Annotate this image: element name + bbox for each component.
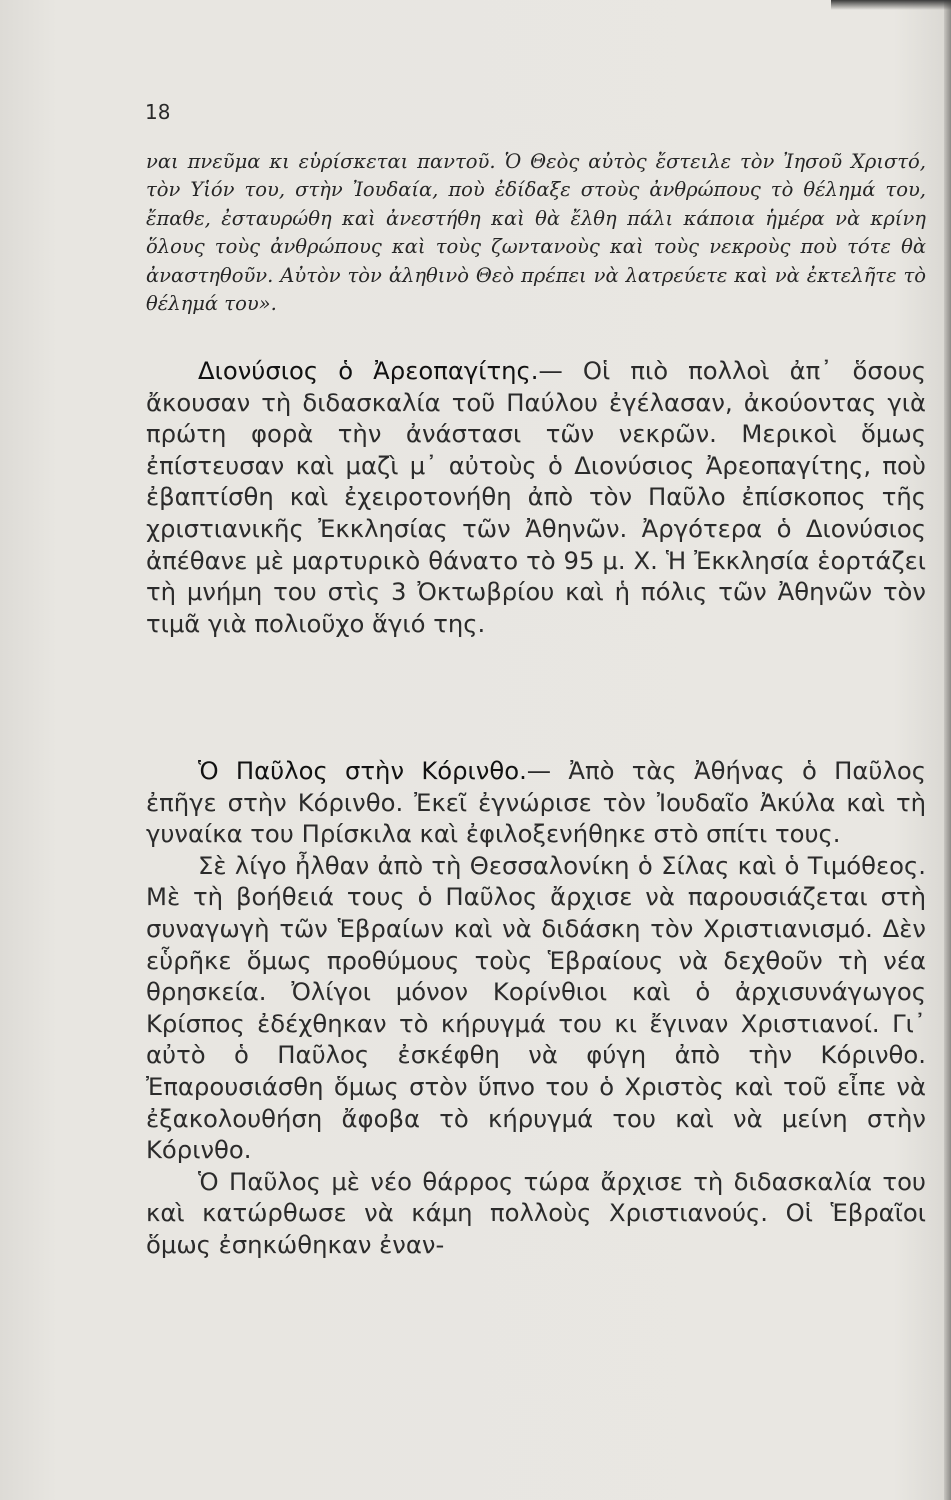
intro-paragraph: ναι πνεῦμα κι εὑρίσκεται παντοῦ. Ὁ Θεὸς αὐτὸς ἔστειλε τὸν Ἰησοῦ Χριστό, τὸν Υἱόν του, στὴν Ἰουδαία, ποὺ ἐδίδαξε στοὺς ἀνθρώπους τὸ θέλημά του, ἔπαθε, ἐσταυρώθη καὶ ἀνεστήθη καὶ θὰ ἔλθη πάλι κάποια ἡμέρα νὰ κρίνη ὅλους τοὺς ἀνθρώπους καὶ τοὺς ζωντανοὺς καὶ τοὺς νεκροὺς ποὺ τότε θὰ ἀναστηθοῦν. Αὐτὸν τὸν ἀληθινὸ Θεὸ πρέπει νὰ λατρεύετε καὶ νὰ ἐκτελῆτε τὸ θέλημά του». <box>146 150 926 316</box>
section-korinthos-paragraph-1 <box>146 755 926 850</box>
section-dionysios-paragraph <box>146 355 926 639</box>
page-number: 18 <box>145 100 171 124</box>
page-binding-edge <box>944 0 951 1500</box>
section-dionysios-text: — Οἱ πιὸ πολλοὶ ἀπ᾿ ὅσους ἄκουσαν τὴ διδασκαλία τοῦ Παύλου ἐγέλασαν, ἀκούοντας γιὰ πρώτη φορὰ τὴν ἀνάστασι τῶν νεκρῶν. Μερικοὶ ὅμως ἐπίστευσαν καὶ μαζὶ μ᾿ αὐτοὺς ὁ Διονύσιος Ἀρεοπαγίτης, ποὺ ἐβαπτίσθη καὶ ἐχειροτονήθη ἀπὸ τὸν Παῦλο ἐπίσκοπος τῆς χριστιανικῆς Ἐκκλησίας τῶν Ἀθηνῶν. Ἀργότερα ὁ Διονύσιος ἀπέθανε μὲ μαρτυρικὸ θάνατο τὸ 95 μ. Χ. Ἡ Ἐκκλησία ἑορτάζει τὴ μνήμη του στὶς 3 Ὀκτωβρίου καὶ ἡ πόλις τῶν Ἀθηνῶν τὸν τιμᾶ γιὰ πολιοῦχο ἅγιό της. <box>146 356 926 638</box>
page-corner-shadow <box>831 0 951 10</box>
section-korinthos-heading: Ὁ Παῦλος στὴν Κόρινθο. <box>198 756 527 785</box>
section-dionysios <box>146 355 926 639</box>
section-korinthos-text: — Ἀπὸ τὰς Ἀθήνας ὁ Παῦλος ἐπῆγε στὴν Κόρινθο. Ἐκεῖ ἐγνώρισε τὸν Ἰουδαῖο Ἀκύλα καὶ τὴ γυναίκα του Πρίσκιλα καὶ ἐφιλοξενήθηκε στὸ σπίτι τους. <box>146 756 926 849</box>
section-korinthos <box>146 755 926 1261</box>
section-dionysios-heading: Διονύσιος ὁ Ἀρεοπαγίτης. <box>198 356 539 385</box>
section-korinthos-paragraph-3: Ὁ Παῦλος μὲ νέο θάρρος τώρα ἄρχισε τὴ διδασκαλία του καὶ κατώρθωσε νὰ κάμη πολλοὺς Χριστιανούς. Οἱ Ἑβραῖοι ὅμως ἐσηκώθηκαν ἐναν- <box>146 1166 926 1259</box>
section-korinthos-paragraph-2: Σὲ λίγο ἦλθαν ἀπὸ τὴ Θεσσαλονίκη ὁ Σίλας καὶ ὁ Τιμόθεος. Μὲ τὴ βοήθειά τους ὁ Παῦλος ἄρχισε νὰ παρουσιάζεται στὴ συναγωγὴ τῶν Ἑβραίων καὶ νὰ διδάσκη τὸν Χριστιανισμό. Δὲν εὗρῆκε ὅμως προθύμους τοὺς Ἑβραίους νὰ δεχθοῦν τὴ νέα θρησκεία. Ὀλίγοι μόνον Κορίνθιοι καὶ ὁ ἀρχισυνάγωγος Κρίσπος ἐδέχθηκαν τὸ κήρυγμά του κι ἔγιναν Χριστιανοί. Γι᾿ αὐτὸ ὁ Παῦλος ἐσκέφθη νὰ φύγη ἀπὸ τὴν Κόρινθο. Ἐπαρουσιάσθη ὅμως στὸν ὕπνο του ὁ Χριστὸς καὶ τοῦ εἶπε νὰ ἐξακολουθήση ἄφοβα τὸ κήρυγμά του καὶ νὰ μείνη στὴν Κόρινθο. <box>146 850 926 1165</box>
